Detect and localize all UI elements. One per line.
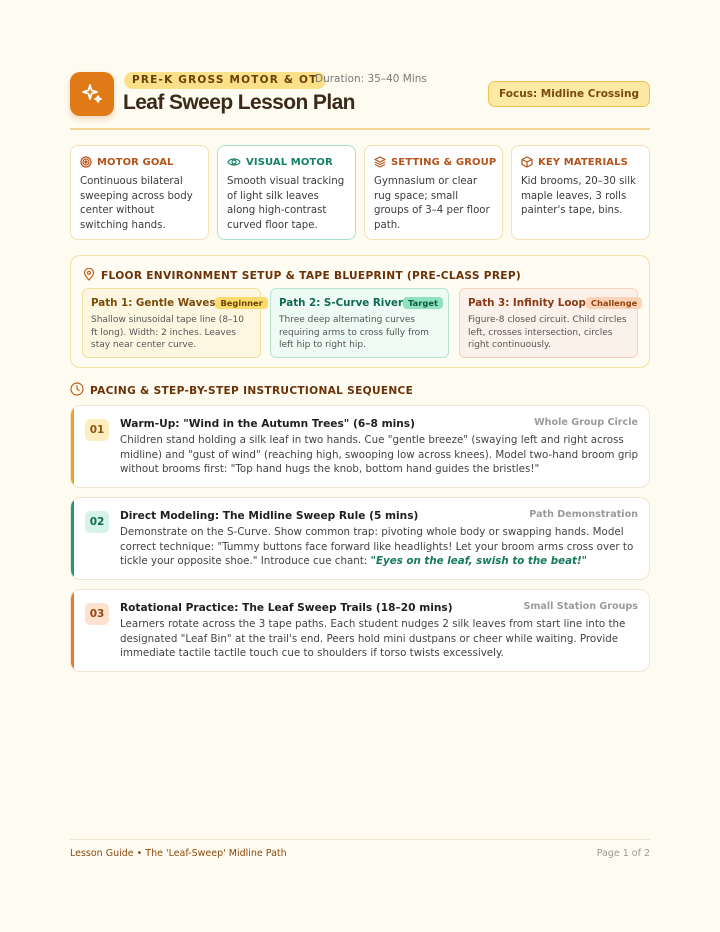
duration-text: Duration: 35–40 Mins: [315, 73, 427, 85]
difficulty-tag: Target: [403, 297, 443, 309]
step-title: Direct Modeling: The Midline Sweep Rule (5 mins): [120, 510, 419, 522]
step-title: Warm-Up: "Wind in the Autumn Trees" (6–8 mins): [120, 418, 415, 430]
page-title: Leaf Sweep Lesson Plan: [123, 91, 355, 114]
card-title: VISUAL MOTOR: [246, 156, 333, 168]
step-card-direct-modeling: [70, 497, 650, 580]
card-motor-goal: [70, 145, 209, 240]
step-card-rotational-practice: [70, 589, 650, 672]
path-title: Path 3: Infinity Loop: [468, 297, 586, 309]
section-title: FLOOR ENVIRONMENT SETUP & TAPE BLUEPRINT (PRE-CLASS PREP): [101, 269, 522, 282]
sparkle-logo-icon: [70, 72, 114, 116]
path-description: Figure-8 closed circuit. Child circles left, crosses intersection, circles right continuously.: [468, 315, 627, 351]
path-title: Path 2: S-Curve River: [279, 297, 404, 309]
path-card-s-curve-river: [270, 288, 449, 358]
card-body: Continuous bilateral sweeping across body center without switching hands.: [80, 176, 193, 231]
map-pin-icon: [83, 266, 95, 285]
page-number: Page 1 of 2: [596, 848, 650, 859]
overview-cards: [70, 145, 650, 240]
card-body: Kid brooms, 20–30 silk maple leaves, 3 rolls painter's tape, bins.: [521, 176, 636, 217]
floor-setup-section: [70, 255, 650, 368]
step-grouping: Small Station Groups: [523, 601, 638, 612]
card-body: Gymnasium or clear rug space; small groups of 3–4 per floor path.: [374, 176, 490, 231]
footer-guide-title: Lesson Guide • The 'Leaf-Sweep' Midline Path: [70, 848, 287, 859]
step-description-text: Demonstrate on the S-Curve. Show common trap: pivoting whole body or swapping hands. Model correct technique: "Tummy buttons face forward like headlights! Let your broom arms cross over to tickle your opposite shoe." Introduce cue chant:: [120, 526, 634, 568]
step-title: Rotational Practice: The Leaf Sweep Trails (18–20 mins): [120, 602, 453, 614]
card-visual-motor: [217, 145, 356, 240]
card-title: KEY MATERIALS: [538, 156, 628, 168]
program-badge: PRE-K GROSS MOTOR & OT: [124, 72, 326, 89]
step-grouping: Whole Group Circle: [534, 417, 638, 428]
card-setting-group: [364, 145, 503, 240]
path-card-infinity-loop: [459, 288, 638, 358]
step-number: 02: [85, 511, 109, 533]
path-card-gentle-waves: [82, 288, 261, 358]
lesson-plan-page: [70, 0, 650, 932]
header-divider: [70, 128, 650, 130]
card-title: SETTING & GROUP: [391, 156, 497, 168]
step-number: 01: [85, 419, 109, 441]
layers-icon: [374, 153, 386, 172]
card-title: MOTOR GOAL: [97, 156, 174, 168]
step-description: Children stand holding a silk leaf in two hands. Cue "gentle breeze" (swaying left and right across midline) and "gust of wind" (reaching high, swooping low across knees). Model two-hand broom grip without brooms first: "Top hand hugs the knob, bottom hand guides the bristles!": [120, 434, 638, 476]
step-accent-bar: [71, 406, 74, 487]
cue-chant: "Eyes on the leaf, swish to the beat!": [370, 555, 588, 568]
step-description: [120, 525, 640, 569]
difficulty-tag: Challenge: [586, 297, 642, 309]
step-accent-bar: [71, 498, 74, 579]
path-description: Three deep alternating curves requiring arms to cross fully from left hip to right hip.: [279, 315, 429, 351]
footer-divider: [70, 839, 650, 840]
card-body: Smooth visual tracking of light silk leaves along high-contrast curved floor tape.: [227, 176, 345, 231]
eye-icon: [227, 153, 241, 172]
card-key-materials: [511, 145, 650, 240]
step-card-warm-up: [70, 405, 650, 488]
step-accent-bar: [71, 590, 74, 671]
difficulty-tag: Beginner: [215, 297, 267, 309]
focus-badge: Focus: Midline Crossing: [488, 81, 650, 107]
box-icon: [521, 153, 533, 172]
section-title: PACING & STEP-BY-STEP INSTRUCTIONAL SEQUENCE: [90, 384, 414, 397]
pacing-header: [70, 381, 413, 400]
step-number: 03: [85, 603, 109, 625]
target-icon: [80, 153, 92, 172]
path-title: Path 1: Gentle Waves: [91, 297, 216, 309]
page-header: [70, 72, 650, 118]
step-description: Learners rotate across the 3 tape paths. Each student nudges 2 silk leaves from start line into the designated "Leaf Bin" at the trail's end. Peers hold mini dustpans or cheer while waiting. Provide immediate tactile tactile touch cue to shoulders if torso twists excessively.: [120, 618, 626, 660]
step-grouping: Path Demonstration: [529, 509, 638, 520]
path-description: Shallow sinusoidal tape line (8–10 ft long). Width: 2 inches. Leaves stay near center curve.: [91, 315, 244, 351]
clock-icon: [70, 381, 84, 400]
